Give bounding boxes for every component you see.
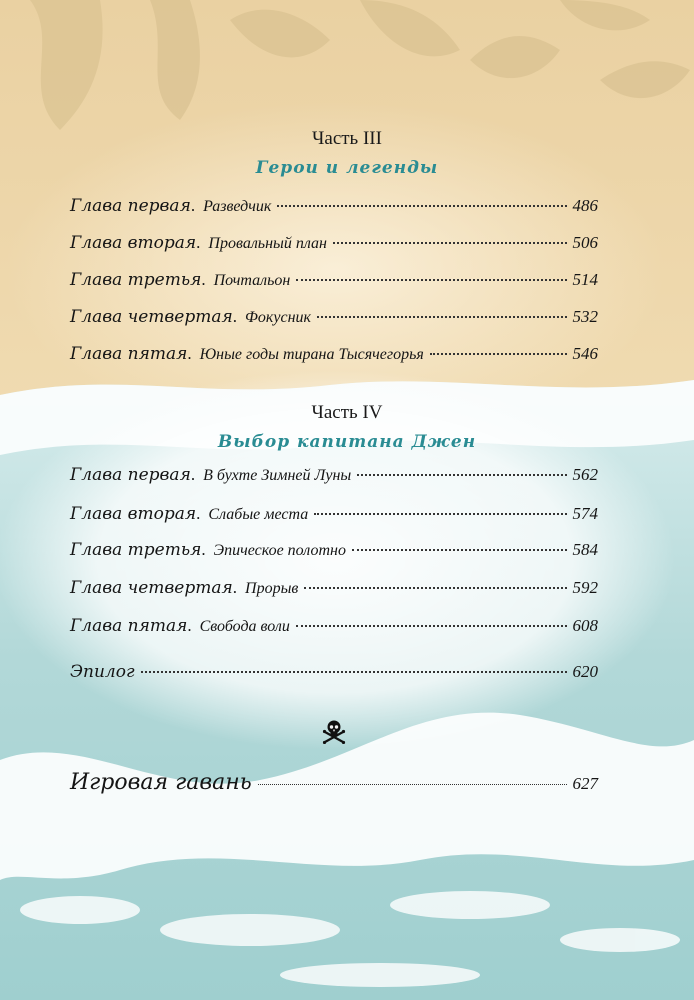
page-number: 562 (572, 465, 598, 484)
leader-dots (357, 474, 566, 476)
chapter-title: Эпическое полотно (213, 542, 346, 559)
page-number: 532 (572, 307, 598, 326)
page-number: 574 (572, 504, 598, 523)
toc-entry[interactable]: Глава третья . Почтальон 514 (70, 270, 598, 290)
page-number: 592 (572, 578, 598, 597)
page-number: 506 (572, 233, 598, 252)
part-3-label: Часть III (312, 128, 382, 149)
leader-dots (296, 625, 567, 627)
part-4-title: Выбор капитана Джен (217, 432, 477, 452)
chapter-title: Провальный план (208, 235, 327, 252)
chapter-label: Глава третья (70, 270, 202, 290)
part-4-label: Часть IV (311, 402, 383, 423)
chapter-label: Глава пятая (70, 616, 188, 636)
toc-entry[interactable]: Глава вторая . Слабые места 574 (70, 504, 598, 524)
leader-dots (277, 205, 566, 207)
toc-entry-epilogue[interactable] (70, 662, 598, 688)
leader-dots (304, 587, 566, 589)
chapter-title: Слабые места (208, 506, 309, 523)
toc-entry[interactable]: Глава пятая . Свобода воли 608 (70, 616, 598, 636)
part-3-title: Герои и легенды (255, 158, 439, 178)
skull-crossbones-icon (322, 718, 346, 744)
toc-entry[interactable]: Глава четвертая . Прорыв 592 (70, 578, 598, 598)
chapter-label: Глава четвертая (70, 578, 233, 598)
page-number: 514 (572, 270, 598, 289)
leader-dots (141, 671, 567, 673)
toc-entry-game-harbor[interactable] (70, 770, 598, 800)
epilogue-label: Эпилог (70, 662, 135, 682)
chapter-label: Глава третья (70, 540, 202, 560)
page-number: 620 (572, 662, 598, 681)
page-number: 627 (572, 774, 598, 793)
page-number: 486 (572, 196, 598, 215)
toc-entry[interactable]: Глава четвертая . Фокусник 532 (70, 307, 598, 327)
chapter-title: Фокусник (245, 309, 311, 326)
leader-dots (296, 279, 566, 281)
leader-dots (317, 316, 567, 318)
game-harbor-label: Игровая гавань (70, 770, 252, 795)
chapter-label: Глава вторая (70, 233, 197, 253)
chapter-label: Глава первая (70, 196, 191, 216)
chapter-label: Глава вторая (70, 504, 197, 524)
chapter-title: Юные годы тирана Тысячегорья (199, 346, 424, 363)
leader-dots (352, 549, 567, 551)
chapter-title: В бухте Зимней Луны (203, 467, 352, 484)
chapter-label: Глава пятая (70, 344, 188, 364)
leader-dots (430, 353, 567, 355)
chapter-label: Глава четвертая (70, 307, 233, 327)
leader-dots (314, 513, 566, 515)
chapter-title: Прорыв (245, 580, 299, 597)
page-number: 608 (572, 616, 598, 635)
page-number: 584 (572, 540, 598, 559)
chapter-title: Разведчик (203, 198, 272, 215)
toc-entry[interactable]: Глава вторая . Провальный план 506 (70, 233, 598, 253)
toc-entry[interactable]: Глава пятая . Юные годы тирана Тысячегорья 546 (70, 344, 598, 364)
leader-dots (333, 242, 567, 244)
toc-entry[interactable]: Глава первая . Разведчик 486 (70, 196, 598, 216)
chapter-title: Свобода воли (199, 618, 290, 635)
page-number: 546 (572, 344, 598, 363)
chapter-label: Глава первая (70, 465, 191, 485)
leader-dots (258, 784, 567, 785)
toc-entry[interactable]: Глава третья . Эпическое полотно 584 (70, 540, 598, 560)
toc-entry[interactable]: Глава первая . В бухте Зимней Луны 562 (70, 465, 598, 485)
chapter-title: Почтальон (213, 272, 291, 289)
